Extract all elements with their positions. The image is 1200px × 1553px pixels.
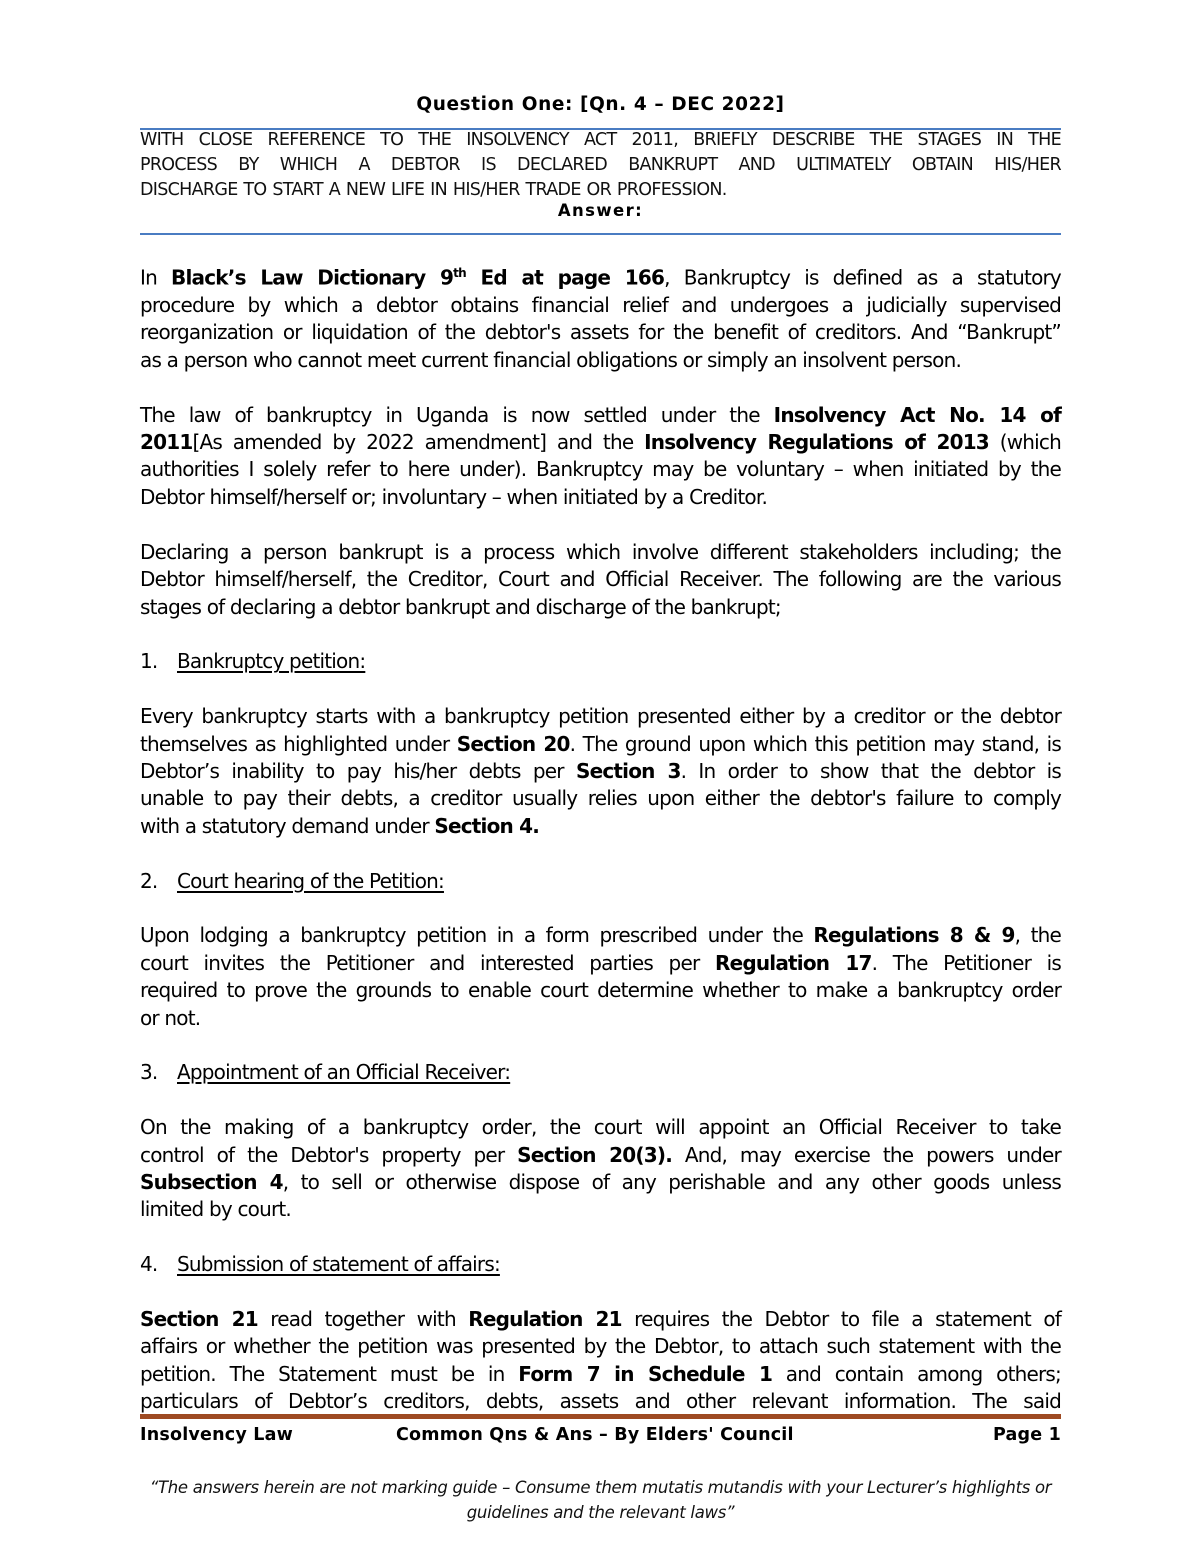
stage-1-text: Every bankruptcy starts with a bankruptcy petition presented either by a creditor or the debtor themselves as highlighted under Section 20. The ground upon which this petition may stand, is Debtor’s inability to pay his/her debts per Section 3. In order to show that the debtor is unable to pay their debts, a creditor usually relies upon either the debtor's failure to comply with a statutory demand under Section 4. [140, 704, 1062, 838]
page-number: Page 1 [992, 1425, 1061, 1445]
stage-2-text: Upon lodging a bankruptcy petition in a form prescribed under the Regulations 8 & 9, the court invites the Petitioner and interested parties per Regulation 17. The Petitioner is required to prove the grounds to enable court determine whether to make a bankruptcy order or not. [140, 923, 1062, 1030]
footer-subject: Insolvency Law [140, 1425, 293, 1445]
stage-4-heading: 4. Submission of statement of affairs: [140, 1252, 500, 1277]
page-footer [140, 1425, 1061, 1449]
footer-rule [140, 1414, 1061, 1419]
answer-body [140, 260, 1061, 1443]
paragraph-definition: In Black’s Law Dictionary 9th Ed at page 166, Bankruptcy is defined as a statutory procedure by which a debtor obtains financial relief and undergoes a judicially supervised reorganization or liquidation of the debtor's assets for the benefit of creditors. And “Bankrupt” as a person who cannot meet current financial obligations or simply an insolvent person. [140, 265, 1061, 372]
stage-4-text: Section 21 read together with Regulation 21 requires the Debtor to file a statement of affairs or whether the petition was presented by the Debtor, to attach such statement with the petition. The Statement must be in Form 7 in Schedule 1 and contain among others; particulars of Debtor’s creditors, debts, assets and other relevant information. The said [140, 1306, 1062, 1414]
paragraph-stakeholders: Declaring a person bankrupt is a process which involve different stakeholders including; the Debtor himself/herself, the Creditor, Court and Official Receiver. The following are the various stages of declaring a debtor bankrupt and discharge of the bankrupt; [140, 539, 1061, 619]
question-line: WITH CLOSE REFERENCE TO THE INSOLVENCY ACT 2011, BRIEFLY DESCRIBE THE STAGES IN THE [140, 130, 1061, 150]
question-text [140, 128, 1061, 203]
stage-2-heading: 2. Court hearing of the Petition: [140, 868, 444, 893]
paragraph-law: The law of bankruptcy in Uganda is now settled under the Insolvency Act No. 14 of 2011[As amended by 2022 amendment] and the Insolvency Regulations of 2013 (which authorities I solely refer to here under). Bankruptcy may be voluntary – when initiated by the Debtor himself/herself or; involuntary – when initiated by a Creditor. [140, 402, 1061, 509]
stage-3-heading: 3. Appointment of an Official Receiver: [140, 1060, 511, 1085]
question-line: DISCHARGE TO START A NEW LIFE IN HIS/HER TRADE OR PROFESSION. [140, 180, 727, 200]
stage-3-text: On the making of a bankruptcy order, the court will appoint an Official Receiver to take control of the Debtor's property per Section 20(3). And, may exercise the powers under Subsection 4, to sell or otherwise dispose of any perishable and any other goods unless limited by court. [140, 1115, 1061, 1222]
question-title: Question One: [Qn. 4 – DEC 2022] [416, 94, 785, 115]
footer-title: Common Qns & Ans – By Elders' Council [396, 1425, 794, 1445]
question-line: PROCESS BY WHICH A DEBTOR IS DECLARED BANKRUPT AND ULTIMATELY OBTAIN HIS/HER [140, 155, 1061, 175]
answer-bottom-rule [140, 233, 1061, 235]
answer-label: Answer: [557, 201, 644, 220]
footer-disclaimer: “The answers herein are not marking guide – Consume them mutatis mutandis with your Lecturer’s highlights or guidelines and the relevant laws” [149, 1478, 1052, 1522]
stage-1-heading: 1. Bankruptcy petition: [140, 649, 366, 674]
